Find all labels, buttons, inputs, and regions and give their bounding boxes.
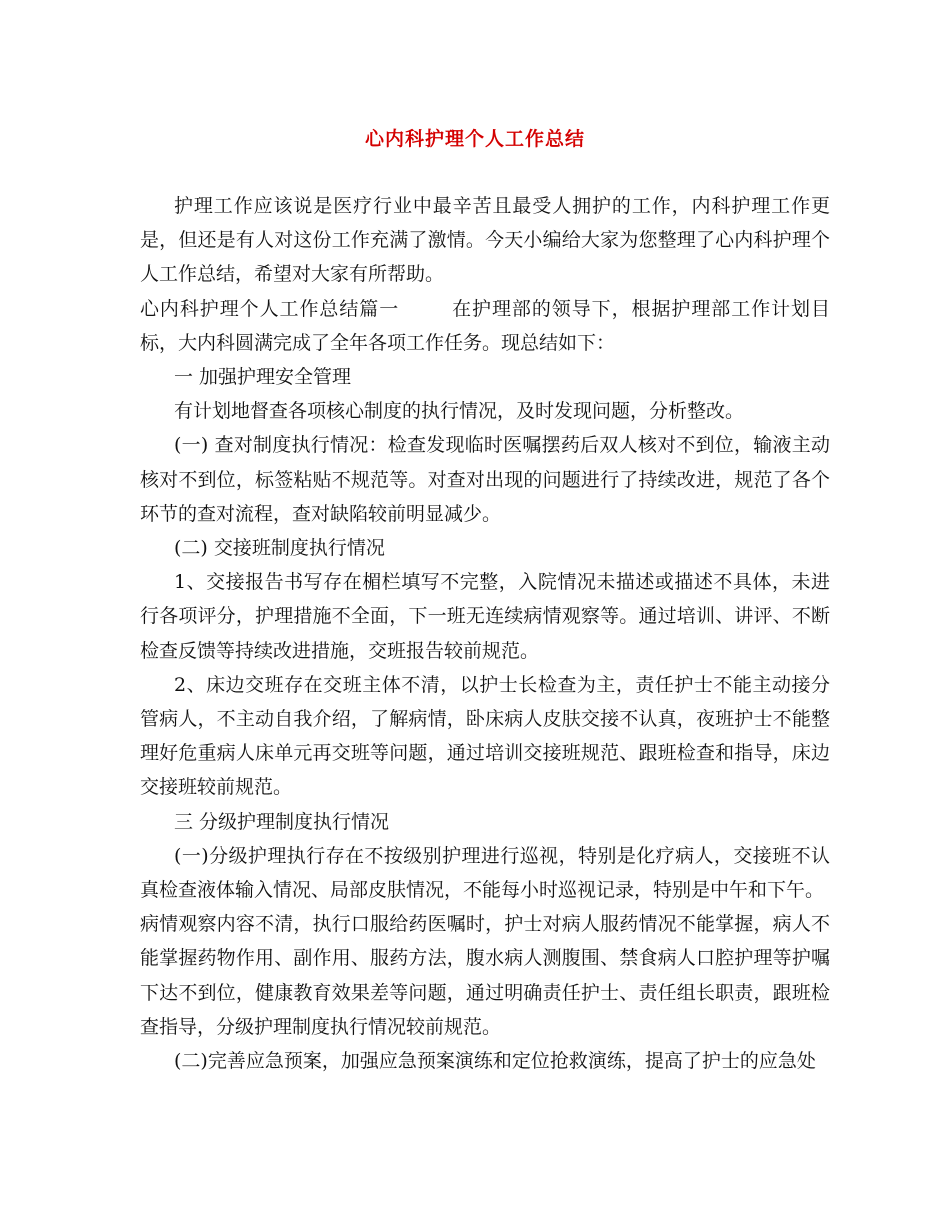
part1-text: 有计划地督查各项核心制度的执行情况，及时发现问题，分析整改。 [174,400,745,423]
intro-paragraph: 护理工作应该说是医疗行业中最辛苦且最受人拥护的工作，内科护理工作更是，但还是有人对这份工作充满了激情。今天小编给大家为您整理了心内科护理个人工作总结，希望对大家有所帮助。 [140,195,830,286]
section1-paragraph [140,292,830,360]
item2-1-paragraph: 1、交接报告书写存在楣栏填写不完整，入院情况未描述或描述不具体，未进行各项评分，护理措施不全面，下一班无连续病情观察等。通过培训、讲评、不断检查反馈等持续改进措施，交班报告较前规范。 [140,571,830,662]
document-body [140,189,830,1078]
item1-paragraph: (一) 查对制度执行情况：检查发现临时医嘱摆药后双人核对不到位，输液主动核对不到位，标签粘贴不规范等。对查对出现的问题进行了持续改进，规范了各个环节的查对流程，查对缺陷较前明显减少。 [140,434,830,525]
part3-item1a-paragraph: (一)分级护理执行存在不按级别护理进行巡视，特别是化疗病人，交接班不认真检查液体输入情况、局部皮肤情况，不能每小时巡视记录，特别是中午和下午。 [140,844,830,902]
part3-item2-paragraph: (二)完善应急预案，加强应急预案演练和定位抢救演练，提高了护士的应急处 [174,1050,816,1073]
item2-2-paragraph: 2、床边交班存在交班主体不清，以护士长检查为主，责任护士不能主动接分管病人，不主动自我介绍，了解病情，卧床病人皮肤交接不认真，夜班护士不能整理好危重病人床单元再交班等问题，通过培训交接班规范、跟班检查和指导，床边交接班较前规范。 [140,673,830,799]
part3-heading: 三 分级护理制度执行情况 [174,810,390,833]
item2-heading: (二) 交接班制度执行情况 [174,537,385,560]
section1-heading: 心内科护理个人工作总结篇一 [140,297,400,320]
part3-item1b-paragraph: 病情观察内容不清，执行口服给药医嘱时，护士对病人服药情况不能掌握，病人不能掌握药物作用、副作用、服药方法，腹水病人测腹围、禁食病人口腔护理等护嘱下达不到位，健康教育效果差等问题，通过明确责任护士、责任组长职责，跟班检查指导，分级护理制度执行情况较前规范。 [140,913,830,1038]
section1-intro: 在护理部的领导下，根据护理部工作计划目标，大内科圆满完成了全年各项工作任务。现总结如下： [140,297,830,354]
document-title: 心内科护理个人工作总结 [364,128,585,150]
part1-heading: 一 加强护理安全管理 [174,366,352,389]
